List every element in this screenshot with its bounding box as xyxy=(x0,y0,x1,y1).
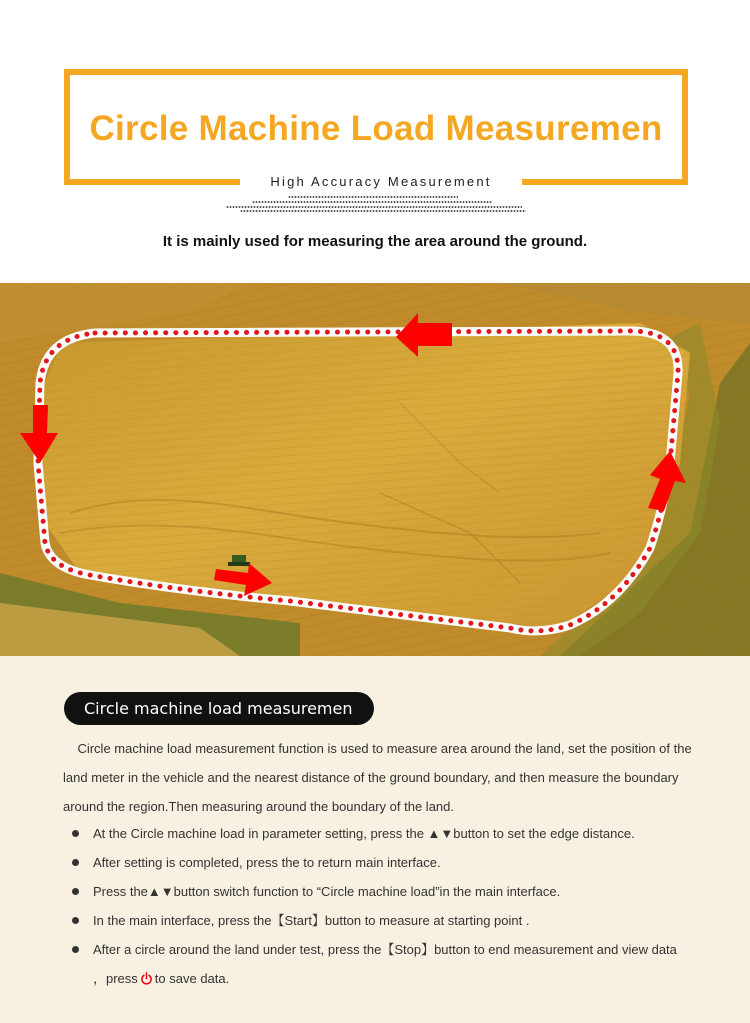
list-item xyxy=(63,906,713,935)
intro-paragraph xyxy=(63,734,703,821)
list-item xyxy=(63,877,713,906)
bullet-icon xyxy=(72,888,79,895)
list-item xyxy=(63,819,713,848)
list-item-text: to save data. xyxy=(154,971,230,986)
title-frame xyxy=(64,69,688,185)
dotted-divider xyxy=(252,201,492,203)
bullet-icon xyxy=(72,946,79,953)
dotted-divider xyxy=(288,196,458,198)
bullet-icon xyxy=(72,859,79,866)
bullet-icon xyxy=(72,830,79,837)
list-item xyxy=(63,935,713,993)
dotted-divider xyxy=(240,210,526,212)
bullet-icon xyxy=(72,917,79,924)
power-icon xyxy=(140,972,153,985)
tagline: It is mainly used for measuring the area around the ground. xyxy=(162,233,588,250)
subtitle: High Accuracy Measurement xyxy=(270,174,492,189)
list-item-text: Press the▲▼button switch function to “Circle machine load”in the main interface. xyxy=(93,884,561,899)
section-heading: Circle machine load measuremen xyxy=(84,699,353,718)
list-item xyxy=(63,848,713,877)
instruction-list xyxy=(63,819,713,993)
aerial-field-photo xyxy=(0,283,750,656)
intro-text: Circle machine load measurement function is used to measure area around the land, set the position of the land meter in the vehicle and the nearest distance of the ground boundary, and then measure the boundary around the region.Then measuring around the boundary of the land. xyxy=(63,741,692,814)
list-item-text: ，press xyxy=(93,971,138,986)
page-title: Circle Machine Load Measuremen xyxy=(89,109,663,148)
dotted-divider xyxy=(226,206,522,208)
list-item-text: After setting is completed, press the to return main interface. xyxy=(93,855,441,870)
section-heading-badge xyxy=(64,692,374,725)
list-item-text: After a circle around the land under test, press the【Stop】button to end measurement and view data xyxy=(93,942,677,957)
list-item-text: In the main interface, press the【Start】button to measure at starting point . xyxy=(93,913,530,928)
header xyxy=(0,0,750,283)
list-item-text: At the Circle machine load in parameter setting, press the ▲▼button to set the edge distance. xyxy=(93,826,635,841)
content-section xyxy=(0,656,750,1023)
